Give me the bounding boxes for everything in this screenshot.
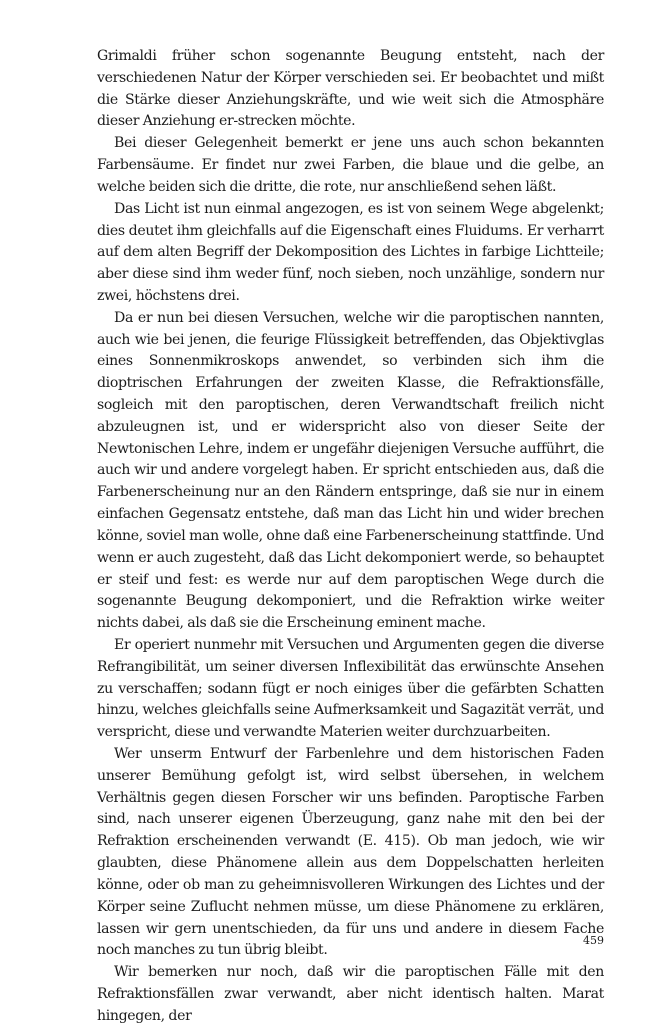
paragraph: Da er nun bei diesen Versuchen, welche wir die paroptischen nannten, auch wie bei jenen, die feurige Flüssigkeit betreffenden, das Objektivglas eines Sonnenmikroskops anwendet, so verbinden sich ihm die dioptrischen Erfahrungen der zweiten Klasse, die Refraktionsfälle, sogleich mit den paroptischen, deren Verwandtschaft freilich nicht abzuleugnen ist, und er widerspricht also von dieser Seite der Newtonischen Lehre, indem er ungefähr diejenigen Versuche aufführt, die auch wir und andere vorgelegt haben. Er spricht entschieden aus, daß die Farbenerscheinung nur an den Rändern entspringe, daß sie nur in einem einfachen Gegensatz entstehe, daß man das Licht hin und wider brechen könne, soviel man wolle, ohne daß eine Farbenerscheinung stattfinde. Und wenn er auch zugesteht, daß das Licht dekomponiert werde, so behauptet er steif und fest: es werde nur auf dem paroptischen Wege durch die sogenannte Beugung dekomponiert, und die Refraktion wirke weiter nichts dabei, als daß sie die Erscheinung eminent mache. — [97, 309, 604, 632]
paragraph: Wer unserm Entwurf der Farbenlehre und dem historischen Faden unserer Bemühung gefolgt ist, wird selbst übersehen, in welchem Verhältnis gegen diesen Forscher wir uns befinden. Paroptische Farben sind, nach unserer eigenen Überzeugung, ganz nahe mit den bei der Refraktion erscheinenden verwandt (E. 415). Ob man jedoch, wie wir glaubten, diese Phänomene allein aus dem Doppelschatten herleiten könne, oder ob man zu geheimnisvolleren Wirkungen des Lichtes und der Körper seine Zuflucht nehmen müsse, um diese Phänomene zu erklären, lassen wir gern unentschieden, da für uns und andere in diesem Fache noch manches zu tun übrig bleibt. — [97, 746, 604, 959]
page-number: 459 — [583, 934, 604, 947]
paragraph: Wir bemerken nur noch, daß wir die paroptischen Fälle mit den Refraktionsfällen zwar verwandt, aber nicht identisch halten. Marat hingegen, der — [97, 964, 604, 1024]
body-text — [97, 46, 604, 1028]
paragraph: Er operiert nunmehr mit Versuchen und Argumenten gegen die diverse Refrangibilität, um seiner diversen Inflexibilität das erwünschte Ansehen zu verschaffen; sodann fügt er noch einiges über die gefärbten Schatten hinzu, welches gleichfalls seine Aufmerksamkeit und Sagazität verrät, und verspricht, diese und verwandte Materien weiter durchzuarbeiten. — [97, 636, 604, 741]
paragraph: Das Licht ist nun einmal angezogen, es ist von seinem Wege abgelenkt; dies deutet ihm gleichfalls auf die Eigenschaft eines Fluidums. Er verharrt auf dem alten Begriff der Dekomposition des Lichtes in farbige Lichtteile; aber diese sind ihm weder fünf, noch sieben, noch unzählige, sondern nur zwei, höchstens drei. — [97, 200, 604, 304]
paragraph-continuation: Grimaldi früher schon sogenannte Beugung entsteht, nach der verschiedenen Natur der Körper verschieden sei. Er beobachtet und mißt die Stärke dieser Anziehungskräfte, und wie weit sich die Atmosphäre dieser Anziehung er-strecken möchte. — [97, 48, 604, 130]
paragraph: Bei dieser Gelegenheit bemerkt er jene uns auch schon bekannten Farbensäume. Er findet nur zwei Farben, die blaue und die gelbe, an welche beiden sich die dritte, die rote, nur anschließend sehen läßt. — [97, 135, 604, 195]
